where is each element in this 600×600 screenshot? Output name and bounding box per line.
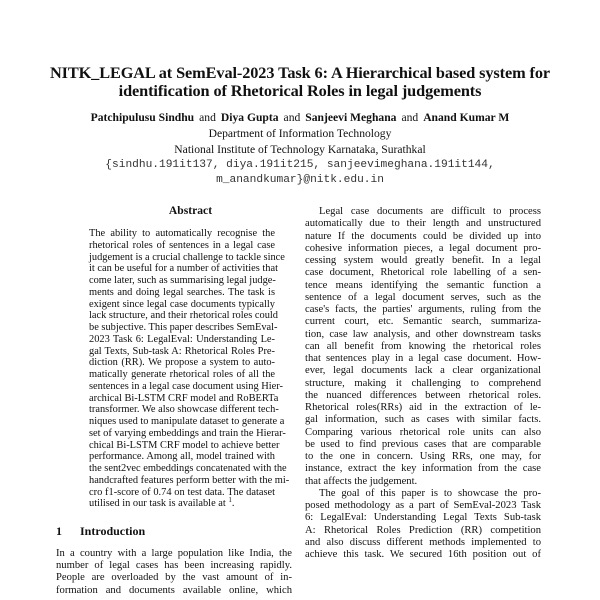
author-3: Sanjeevi Meghana: [305, 111, 397, 124]
author-4: Anand Kumar M: [423, 111, 510, 124]
section-heading-introduction: [56, 524, 145, 539]
text-line: posed methodology as a part of SemEval-2023 Task: [305, 500, 541, 511]
text-line: judgement is a crucial challenge to tackle since: [89, 251, 285, 263]
text-line: number of legal cases has been increasing rapidly.: [56, 560, 292, 572]
department: Department of Information Technology: [208, 127, 392, 140]
text-line: gal information, such as cases with similar facts.: [305, 414, 541, 426]
author-separator: and: [283, 111, 301, 124]
paragraph-2: [305, 488, 541, 562]
author-2: Diya Gupta: [220, 111, 279, 124]
text-line: formation and documents available online, which: [56, 584, 292, 596]
text-line: instance, extract the key information from the case: [305, 463, 541, 475]
text-fragment: .: [231, 498, 235, 510]
text-line: it can be useful for a number of activities that: [89, 263, 278, 275]
text-line: A: Rhetorical Roles Prediction (RR) competition: [305, 524, 541, 536]
text-line: In a country with a large population like India, the: [56, 548, 292, 559]
text-line: can all benefit from knowing the rhetorical roles: [305, 340, 541, 352]
text-line: exigent since legal case documents typically: [89, 298, 275, 310]
text-line: to the one in concern. Using RRs, one may, for: [305, 451, 541, 462]
text-line: niques used to manipulate dataset to generate a: [89, 416, 285, 427]
text-line: be subjective. This paper describes SemEval-: [89, 322, 278, 333]
abstract-body: [89, 228, 290, 510]
text-line: be used to find previous cases that are comparable: [305, 438, 541, 450]
text-line: People are overloaded by the vast amount of in-: [56, 572, 292, 584]
text-line: chical Bi-LSTM CRF model to achieve better: [89, 439, 280, 451]
text-line: case document, Rhetorical role labelling of a sen-: [305, 267, 541, 279]
text-line: Comparing various rhetorical role units can also: [305, 426, 541, 438]
text-line: structure, making it challenging to comprehend: [305, 377, 541, 389]
text-line: ments and doing legal searches. The task is: [89, 286, 275, 298]
text-line: Legal case documents are difficult to process: [319, 206, 541, 217]
text-line: cessing system would greatly benefit. In a legal: [305, 255, 541, 266]
text-line: matically generate rhetorical roles of all the: [89, 369, 275, 380]
right-column-body: [305, 206, 541, 561]
text-line: The ability to automatically recognise the: [89, 228, 275, 239]
text-line: the nuanced differences between rhetorical roles.: [305, 389, 541, 401]
affiliation: [40, 126, 560, 158]
text-line: the sent2vec embeddings concatenated with the: [89, 463, 287, 474]
text-line: 2023 Task 6: LegalEval: Understanding Le-: [89, 333, 275, 345]
text-line: nature If the documents could be divided up into: [305, 230, 541, 242]
author-1: Patchipulusu Sindhu: [90, 111, 195, 124]
text-line: sentence of a legal document serves, such as the: [305, 291, 541, 303]
text-line: that affects the judgement.: [305, 475, 418, 487]
text-line: sentences in a legal case document using Hier-: [89, 380, 283, 392]
text-line: that sentences play in a legal case document. How-: [305, 353, 541, 364]
text-line: tence means identifying the semantic function a: [305, 279, 541, 291]
title-line-2: identification of Rhetorical Roles in legal judgements: [118, 80, 482, 100]
text-line: Rhetorical roles(RRs) aid in the extraction of le-: [305, 402, 541, 413]
text-line: cohesive information pieces, a legal document pro-: [305, 242, 541, 254]
abstract-heading: Abstract: [168, 204, 213, 217]
text-line: automatically due to their length and unstructured: [305, 218, 541, 230]
institute: National Institute of Technology Karnataka, Surathkal: [174, 143, 426, 156]
text-line: cro f1-score of 0.74 on test data. The dataset: [89, 486, 275, 498]
footnote-marker[interactable]: 1: [228, 496, 232, 505]
text-line: archical Bi-LSTM CRF model and RoBERTa: [89, 392, 279, 404]
text-line: performance. Among all, model trained with: [89, 451, 275, 463]
text-line: come later, such as summarising legal judge-: [89, 275, 276, 286]
text-line: ever, legal documents lack a clear organizational: [305, 365, 541, 377]
email-line-1: {sindhu.191it137, diya.191it215, sanjeevimeghana.191it144,: [105, 159, 495, 171]
paragraph-1: [305, 206, 541, 488]
text-line: The goal of this paper is to showcase the pro-: [319, 487, 541, 499]
author-separator: and: [401, 111, 419, 124]
text-line: handcrafted features perform better with the mi-: [89, 474, 290, 486]
text-line: current court, etc. Semantic search, summariza-: [305, 316, 541, 328]
email-line-2: m_anandkumar}@nitk.edu.in: [216, 174, 384, 186]
text-fragment: utilised in our task is available at: [89, 498, 229, 510]
text-line: gal Texts, Sub-task A: Rhetorical Roles Pre-: [89, 345, 275, 357]
author-separator: and: [199, 111, 216, 124]
text-line: transformer. We also showcase different tech-: [89, 404, 279, 416]
section-title: Introduction: [80, 524, 146, 538]
paper-title: [40, 64, 560, 99]
author-emails: [40, 158, 560, 188]
text-line: diction (RR). We propose a system to auto-: [89, 357, 275, 369]
text-line: rhetorical roles of sentences in a legal case: [89, 239, 275, 251]
section-number: 1: [56, 524, 62, 538]
text-line: tion, case law analysis, and other downstream tasks: [305, 328, 541, 340]
text-line: and also discuss different methods implemented to: [305, 536, 541, 548]
text-line: lack structure, and their rhetorical roles could: [89, 310, 278, 322]
text-line: [89, 498, 275, 510]
introduction-body: [56, 548, 292, 597]
text-line: set of varying embeddings and train the Hierar-: [89, 427, 286, 439]
text-line: case's facts, the parties' arguments, ruling from the: [305, 304, 541, 315]
text-line: achieve this task. We secured 16th position out of: [305, 549, 541, 560]
text-line: 6: LegalEval: Understanding Legal Texts Sub-task: [305, 512, 541, 524]
title-line-1: NITK_LEGAL at SemEval-2023 Task 6: A Hierarchical based system for: [49, 63, 551, 82]
author-list: [40, 110, 560, 125]
